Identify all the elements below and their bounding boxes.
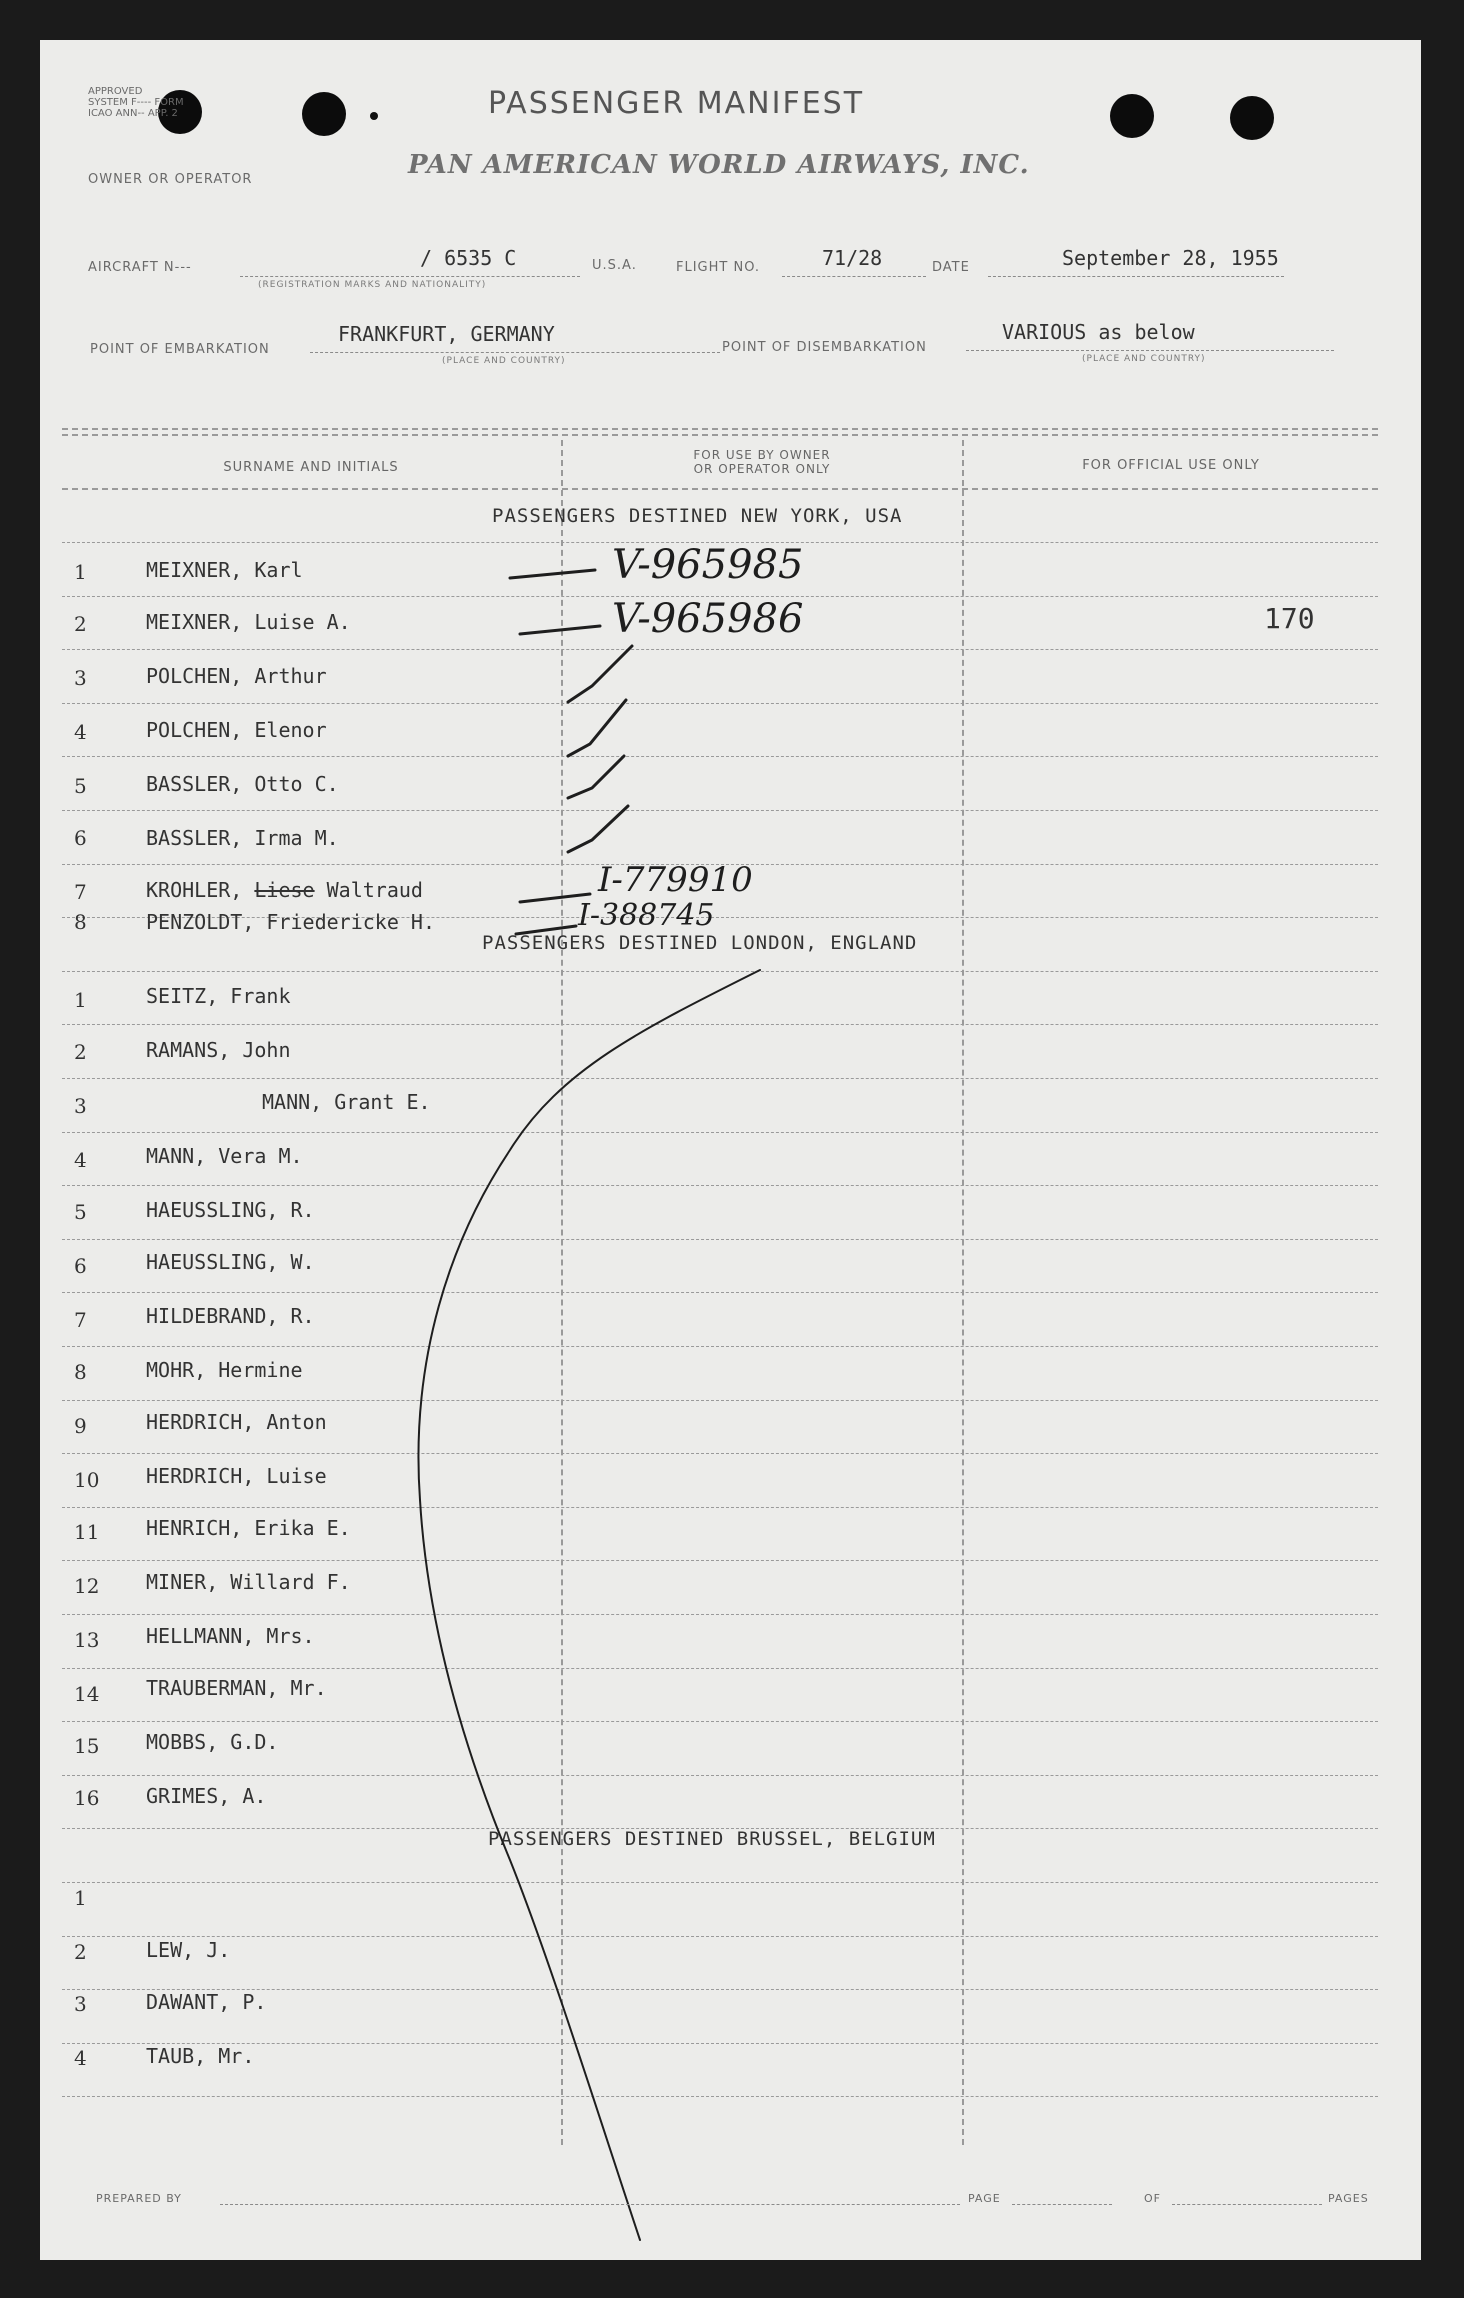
- check-mark: [568, 646, 632, 702]
- row-number: 7: [74, 880, 87, 904]
- row-number: 6: [74, 826, 87, 850]
- passenger-name: TRAUBERMAN, Mr.: [146, 1676, 327, 1700]
- date-label: DATE: [932, 260, 970, 275]
- official-number: 170: [1264, 602, 1315, 635]
- column-header-names: SURNAME AND INITIALS: [223, 460, 399, 475]
- row-number: 11: [74, 1520, 100, 1544]
- section-heading-london: PASSENGERS DESTINED LONDON, ENGLAND: [482, 932, 918, 954]
- name-surname: KROHLER,: [146, 878, 243, 902]
- row-number: 4: [74, 1148, 87, 1172]
- approval-line-2: SYSTEM F---- FORM: [88, 97, 184, 108]
- usa-label: U.S.A.: [592, 258, 637, 273]
- page-label: PAGE: [968, 2192, 1001, 2205]
- passenger-name: BASSLER, Otto C.: [146, 772, 339, 796]
- passenger-name: HELLMANN, Mrs.: [146, 1624, 315, 1648]
- embarkation-value: FRANKFURT, GERMANY: [338, 322, 555, 346]
- check-mark: [568, 700, 626, 756]
- row-number: 16: [74, 1786, 100, 1810]
- passenger-name: BASSLER, Irma M.: [146, 826, 339, 850]
- passenger-name: GRIMES, A.: [146, 1784, 267, 1808]
- aircraft-value: / 6535 C: [420, 246, 517, 270]
- flight-value: 71/28: [822, 246, 883, 270]
- embarkation-label: POINT OF EMBARKATION: [90, 342, 270, 357]
- passenger-name: HERDRICH, Anton: [146, 1410, 327, 1434]
- passenger-name: MOBBS, G.D.: [146, 1730, 279, 1754]
- approval-line-3: ICAO ANN-- APP. 2: [88, 108, 178, 119]
- row-number: 15: [74, 1734, 100, 1758]
- approval-line-1: APPROVED: [88, 86, 143, 97]
- aircraft-label: AIRCRAFT N---: [88, 260, 192, 275]
- dash-mark: [520, 626, 600, 634]
- date-value: September 28, 1955: [1062, 246, 1279, 270]
- prepared-by-label: PREPARED BY: [96, 2192, 182, 2205]
- passenger-name: POLCHEN, Arthur: [146, 664, 327, 688]
- passenger-name: MOHR, Hermine: [146, 1358, 303, 1382]
- row-number: 13: [74, 1628, 100, 1652]
- name-struck: Liese: [254, 878, 315, 902]
- name-given: Waltraud: [326, 878, 423, 902]
- dash-mark: [510, 570, 595, 578]
- passenger-name: MEIXNER, Luise A.: [146, 610, 351, 634]
- company-name: PAN AMERICAN WORLD AIRWAYS, INC.: [408, 150, 1030, 180]
- row-number: 10: [74, 1468, 100, 1492]
- row-number: 1: [74, 1886, 87, 1910]
- section-heading-new-york: PASSENGERS DESTINED NEW YORK, USA: [492, 505, 903, 527]
- owner-note-visa: V-965986: [612, 596, 804, 642]
- passenger-name: TAUB, Mr.: [146, 2044, 255, 2068]
- long-pen-stroke: [418, 970, 760, 2240]
- owner-note-visa: I-388745: [578, 898, 715, 933]
- passenger-name: HAEUSSLING, R.: [146, 1198, 315, 1222]
- dash-mark: [520, 894, 590, 902]
- passenger-name: POLCHEN, Elenor: [146, 718, 327, 742]
- row-number: 2: [74, 1940, 87, 1964]
- passenger-name: RAMANS, John: [146, 1038, 291, 1062]
- row-number: 1: [74, 988, 87, 1012]
- manifest-sheet: [40, 40, 1421, 2260]
- row-number: 4: [74, 720, 87, 744]
- section-heading-brussel: PASSENGERS DESTINED BRUSSEL, BELGIUM: [488, 1828, 936, 1850]
- passenger-name: HILDEBRAND, R.: [146, 1304, 315, 1328]
- row-number: 2: [74, 1040, 87, 1064]
- flight-label: FLIGHT NO.: [676, 260, 761, 275]
- handwritten-marks: [40, 40, 1421, 2260]
- row-number: 3: [74, 666, 87, 690]
- dash-mark: [516, 926, 576, 934]
- check-mark: [568, 806, 628, 852]
- document-title: PASSENGER MANIFEST: [488, 86, 865, 121]
- owner-note-visa: V-965985: [612, 542, 804, 588]
- disembarkation-value: VARIOUS as below: [1002, 320, 1195, 344]
- passenger-name: DAWANT, P.: [146, 1990, 267, 2014]
- page-underline: [1012, 2204, 1112, 2205]
- row-number: 6: [74, 1254, 87, 1278]
- row-number: 3: [74, 1094, 87, 1118]
- row-number: 3: [74, 1992, 87, 2016]
- owner-use-line-1: FOR USE BY OWNER: [693, 448, 831, 462]
- passenger-name: LEW, J.: [146, 1938, 231, 1962]
- row-number: 9: [74, 1414, 87, 1438]
- passenger-name: HERDRICH, Luise: [146, 1464, 327, 1488]
- passenger-name: PENZOLDT, Friedericke H.: [146, 910, 435, 934]
- aircraft-sublabel: (REGISTRATION MARKS AND NATIONALITY): [258, 280, 487, 290]
- row-number: 8: [74, 910, 87, 934]
- owner-use-line-2: OR OPERATOR ONLY: [693, 462, 831, 476]
- row-number: 12: [74, 1574, 100, 1598]
- of-underline: [1172, 2204, 1322, 2205]
- row-number: 2: [74, 612, 87, 636]
- passenger-name: MEIXNER, Karl: [146, 558, 303, 582]
- row-number: 7: [74, 1308, 87, 1332]
- column-header-official: FOR OFFICIAL USE ONLY: [1082, 458, 1260, 473]
- row-number: 8: [74, 1360, 87, 1384]
- owner-operator-label: OWNER OR OPERATOR: [88, 172, 253, 187]
- passenger-name: MINER, Willard F.: [146, 1570, 351, 1594]
- row-number: 5: [74, 1200, 87, 1224]
- embarkation-sublabel: (PLACE AND COUNTRY): [442, 356, 566, 366]
- row-number: 4: [74, 2046, 87, 2070]
- passenger-name: SEITZ, Frank: [146, 984, 291, 1008]
- passenger-name: MANN, Vera M.: [146, 1144, 303, 1168]
- disembarkation-label: POINT OF DISEMBARKATION: [722, 340, 927, 355]
- passenger-name: MANN, Grant E.: [262, 1090, 431, 1114]
- check-mark: [568, 756, 624, 798]
- passenger-name: HAEUSSLING, W.: [146, 1250, 315, 1274]
- owner-note-visa: I-779910: [598, 860, 753, 900]
- prepared-by-underline: [220, 2204, 960, 2205]
- passenger-name: HENRICH, Erika E.: [146, 1516, 351, 1540]
- row-number: 14: [74, 1682, 100, 1706]
- row-number: 1: [74, 560, 87, 584]
- disembarkation-sublabel: (PLACE AND COUNTRY): [1082, 354, 1206, 364]
- of-label: OF: [1144, 2192, 1161, 2205]
- pages-label: PAGES: [1328, 2192, 1369, 2205]
- row-number: 5: [74, 774, 87, 798]
